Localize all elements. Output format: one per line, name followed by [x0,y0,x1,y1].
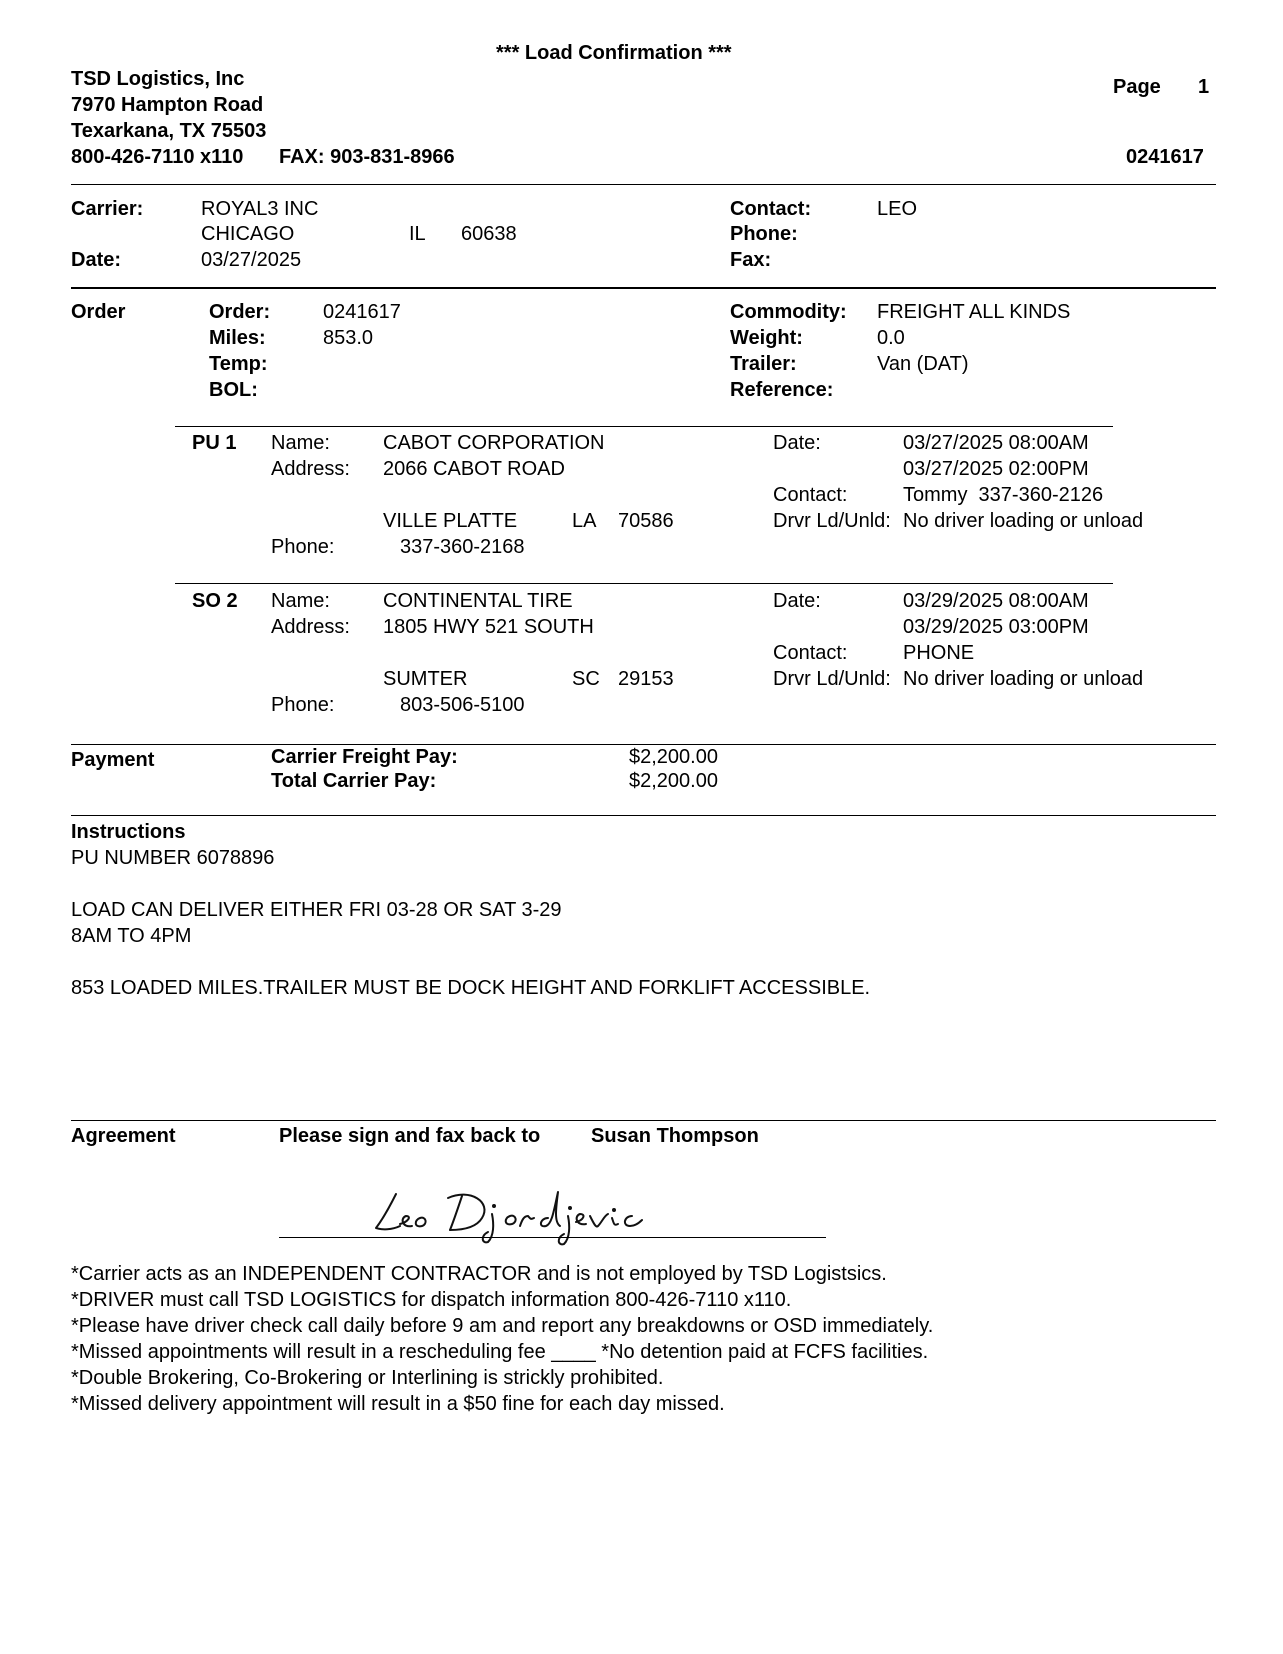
load-id: 0241617 [1126,146,1204,168]
stop-code: SO 2 [192,590,238,612]
carrier-date-label: Date: [71,249,122,271]
stop-city: SUMTER [383,668,468,690]
stop-name: CONTINENTAL TIRE [383,590,573,612]
reference-label: Reference: [730,379,834,401]
company-name: TSD Logistics, Inc [71,68,245,90]
instructions-heading: Instructions [71,821,186,843]
stop-date-from: 03/27/2025 08:00AM [903,432,1089,454]
carrier-city: CHICAGO [201,223,295,245]
weight-label: Weight: [730,327,803,349]
divider [71,1120,1216,1121]
stop-phone: 803-506-5100 [400,694,525,716]
instruction-line: LOAD CAN DELIVER EITHER FRI 03-28 OR SAT 3-29 [71,899,562,921]
stop-address-label: Address: [271,616,350,638]
carrier-fax-label: Fax: [730,249,772,271]
stop-contact: Tommy 337-360-2126 [903,484,1104,506]
carrier-name: ROYAL3 INC [201,198,319,220]
trailer-value: Van (DAT) [877,353,969,375]
freight-pay-value: $2,200.00 [629,746,718,768]
miles-label: Miles: [209,327,266,349]
term-line: *Missed delivery appointment will result in a $50 fine for each day missed. [71,1393,725,1415]
stop-drvr-label: Drvr Ld/Unld: [773,668,891,690]
payment-section-label: Payment [71,749,155,771]
bol-label: BOL: [209,379,258,401]
stop-contact: PHONE [903,642,975,664]
stop-state: SC [572,668,600,690]
stop-contact-label: Contact: [773,642,848,664]
page-number: 1 [1198,76,1210,98]
stop-contact-label: Contact: [773,484,848,506]
term-line: *Please have driver check call daily before 9 am and report any breakdowns or OSD immediately. [71,1315,934,1337]
stop-address-label: Address: [271,458,350,480]
total-pay-value: $2,200.00 [629,770,718,792]
instruction-line: 8AM TO 4PM [71,925,192,947]
stop-city: VILLE PLATTE [383,510,518,532]
sign-instruction: Please sign and fax back to [279,1125,541,1147]
stop-date-label: Date: [773,590,821,612]
agreement-section-label: Agreement [71,1125,176,1147]
document-title: *** Load Confirmation *** [496,42,732,64]
divider [175,426,1113,427]
stop-drvr: No driver loading or unload [903,668,1144,690]
carrier-state: IL [409,223,426,245]
carrier-contact-label: Contact: [730,198,812,220]
term-line: *DRIVER must call TSD LOGISTICS for dispatch information 800-426-7110 x110. [71,1289,792,1311]
total-pay-label: Total Carrier Pay: [271,770,437,792]
commodity-value: FREIGHT ALL KINDS [877,301,1071,323]
instruction-line: 853 LOADED MILES.TRAILER MUST BE DOCK HEIGHT AND FORKLIFT ACCESSIBLE. [71,977,871,999]
stop-name-label: Name: [271,590,330,612]
agreement-contact-name: Susan Thompson [591,1125,759,1147]
carrier-phone-label: Phone: [730,223,798,245]
signature-line [279,1237,826,1238]
stop-phone-label: Phone: [271,694,335,716]
divider [71,287,1216,289]
carrier-contact: LEO [877,198,918,220]
stop-name: CABOT CORPORATION [383,432,605,454]
stop-drvr-label: Drvr Ld/Unld: [773,510,891,532]
page-label: Page [1113,76,1161,98]
trailer-label: Trailer: [730,353,797,375]
term-line: *Carrier acts as an INDEPENDENT CONTRACTOR and is not employed by TSD Logistsics. [71,1263,887,1285]
stop-date-label: Date: [773,432,821,454]
company-city: Texarkana, TX 75503 [71,120,267,142]
stop-zip: 70586 [618,510,674,532]
divider [71,184,1216,185]
divider [175,583,1113,584]
signature-image [370,1180,660,1250]
stop-drvr: No driver loading or unload [903,510,1144,532]
stop-zip: 29153 [618,668,674,690]
stop-address: 1805 HWY 521 SOUTH [383,616,594,638]
stop-state: LA [572,510,597,532]
term-line: *Double Brokering, Co-Brokering or Interlining is strickly prohibited. [71,1367,664,1389]
stop-phone-label: Phone: [271,536,335,558]
order-section-label: Order [71,301,126,323]
stop-address: 2066 CABOT ROAD [383,458,565,480]
term-line: *Missed appointments will result in a rescheduling fee ____ *No detention paid at FCFS facilities. [71,1341,929,1363]
carrier-label: Carrier: [71,198,144,220]
stop-name-label: Name: [271,432,330,454]
miles-value: 853.0 [323,327,374,349]
company-street: 7970 Hampton Road [71,94,264,116]
commodity-label: Commodity: [730,301,847,323]
stop-date-to: 03/27/2025 02:00PM [903,458,1089,480]
order-label: Order: [209,301,271,323]
freight-pay-label: Carrier Freight Pay: [271,746,458,768]
stop-code: PU 1 [192,432,237,454]
order-number: 0241617 [323,301,401,323]
stop-date-from: 03/29/2025 08:00AM [903,590,1089,612]
carrier-zip: 60638 [461,223,517,245]
stop-date-to: 03/29/2025 03:00PM [903,616,1089,638]
temp-label: Temp: [209,353,268,375]
stop-phone: 337-360-2168 [400,536,525,558]
divider [71,815,1216,816]
company-phone: 800-426-7110 x110 [71,146,244,168]
company-fax: FAX: 903-831-8966 [279,146,455,168]
weight-value: 0.0 [877,327,905,349]
carrier-date: 03/27/2025 [201,249,302,271]
instruction-line: PU NUMBER 6078896 [71,847,275,869]
